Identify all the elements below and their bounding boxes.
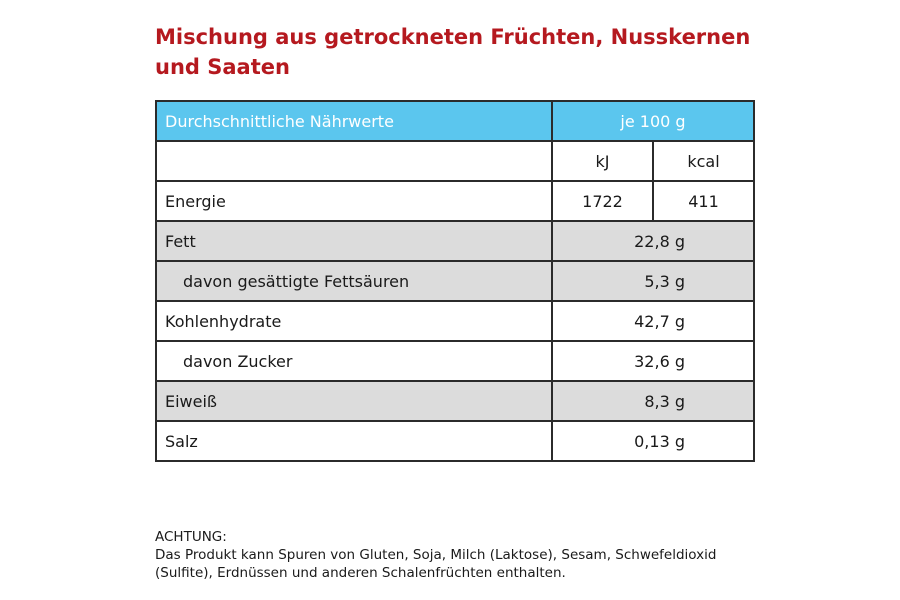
nutrition-table xyxy=(155,100,755,462)
table-row-zucker xyxy=(156,341,754,381)
table-row-salz xyxy=(156,421,754,461)
table-row-eiweiss xyxy=(156,381,754,421)
energy-kcal-value: 411 xyxy=(653,181,754,221)
table-row-energie xyxy=(156,181,754,221)
row-value: 42,7 g xyxy=(552,301,754,341)
header-label: Durchschnittliche Nährwerte xyxy=(156,101,552,141)
warning-text-line-2: (Sulfite), Erdnüssen und anderen Schalenfrüchten enthalten. xyxy=(155,565,566,581)
row-label: Kohlenhydrate xyxy=(156,301,552,341)
warning-text-line-1: Das Produkt kann Spuren von Gluten, Soja, Milch (Laktose), Sesam, Schwefeldioxid xyxy=(155,547,717,563)
allergen-warning xyxy=(155,528,765,582)
units-empty-cell xyxy=(156,141,552,181)
product-title-line-2: und Saaten xyxy=(155,55,290,79)
table-header-row xyxy=(156,101,754,141)
row-label: Eiweiß xyxy=(156,381,552,421)
table-row-gesaettigte-fettsaeuren xyxy=(156,261,754,301)
row-label: Salz xyxy=(156,421,552,461)
row-label: Fett xyxy=(156,221,552,261)
unit-kcal: kcal xyxy=(653,141,754,181)
row-value: 0,13 g xyxy=(552,421,754,461)
row-label: davon Zucker xyxy=(156,341,552,381)
units-row xyxy=(156,141,754,181)
row-label: davon gesättigte Fettsäuren xyxy=(156,261,552,301)
product-title-line-1: Mischung aus getrockneten Früchten, Nusskernen xyxy=(155,25,751,49)
header-per-100g: je 100 g xyxy=(552,101,754,141)
row-value: 8,3 g xyxy=(552,381,754,421)
row-value: 32,6 g xyxy=(552,341,754,381)
row-value: 5,3 g xyxy=(552,261,754,301)
row-label: Energie xyxy=(156,181,552,221)
row-value: 22,8 g xyxy=(552,221,754,261)
product-title xyxy=(155,22,755,82)
table-row-kohlenhydrate xyxy=(156,301,754,341)
unit-kj: kJ xyxy=(552,141,653,181)
warning-heading: ACHTUNG: xyxy=(155,529,227,545)
energy-kj-value: 1722 xyxy=(552,181,653,221)
table-row-fett xyxy=(156,221,754,261)
